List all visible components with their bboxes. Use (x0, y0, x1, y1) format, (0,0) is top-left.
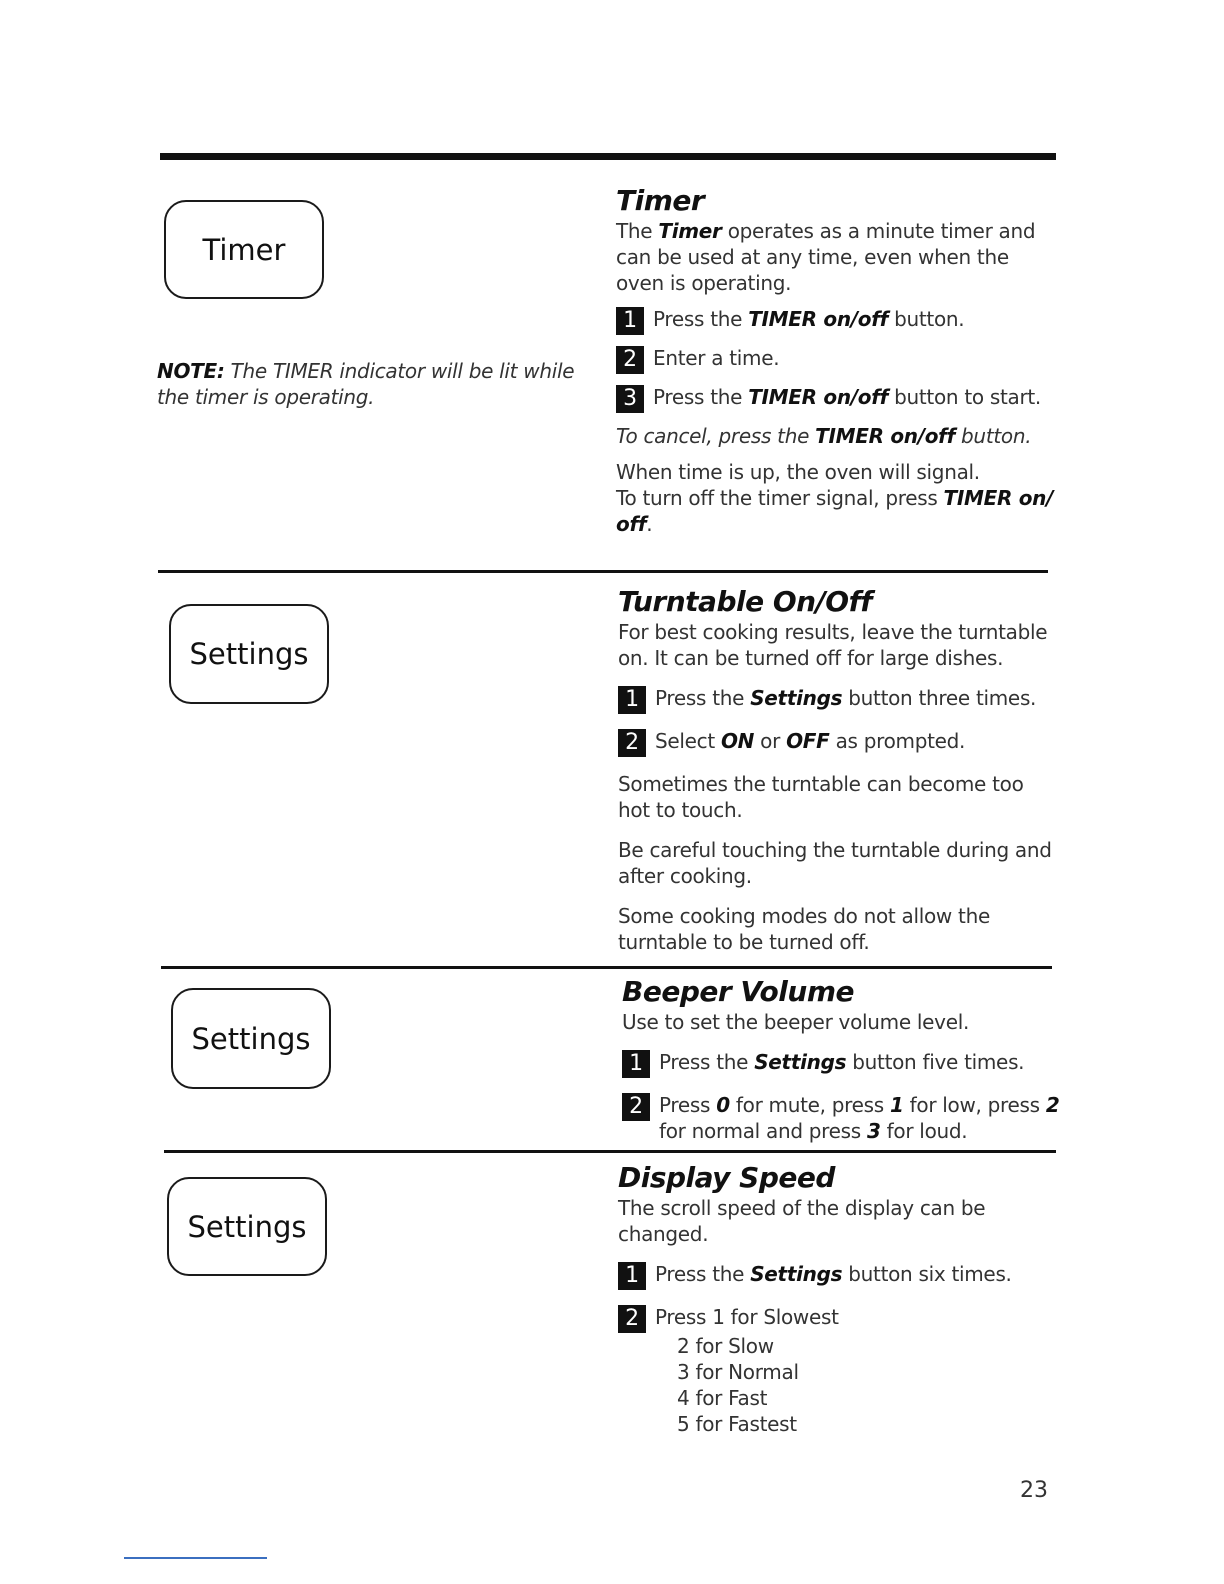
timer-title: Timer (616, 184, 705, 217)
step-number-1: 1 (622, 1050, 650, 1078)
turntable-intro: For best cooking results, leave the turntable on. It can be turned off for large dishes. (618, 620, 1048, 670)
step-number-2: 2 (618, 1305, 646, 1333)
beeper-section (622, 975, 1062, 1144)
settings-key-icon-beeper (171, 988, 331, 1089)
turntable-note-2: Be careful touching the turntable during and after cooking. (618, 838, 1052, 888)
divider-turntable (158, 570, 1048, 573)
turntable-section (618, 585, 1058, 955)
footer-link-line (124, 1557, 267, 1559)
timer-section (616, 184, 1056, 537)
timer-key-label: Timer (202, 232, 286, 267)
timer-signal-1: When time is up, the oven will signal. (616, 460, 980, 484)
note-text: The TIMER indicator will be lit while the timer is operating. (157, 359, 575, 409)
page-number: 23 (1020, 1478, 1048, 1503)
display-step-1: 1 Press the Settings button six times. (618, 1261, 1058, 1290)
timer-cancel: To cancel, press the TIMER on/off button. (616, 424, 1032, 448)
step-number-3: 3 (616, 385, 644, 413)
speed-option: 2 for Slow (677, 1334, 774, 1358)
speed-option: 4 for Fast (677, 1386, 768, 1410)
display-section (618, 1161, 1058, 1437)
divider-beeper (161, 966, 1052, 969)
display-intro: The scroll speed of the display can be changed. (618, 1196, 986, 1246)
step-number-2: 2 (622, 1093, 650, 1121)
turntable-note-3: Some cooking modes do not allow the turntable to be turned off. (618, 904, 990, 954)
timer-step-3: 3 Press the TIMER on/off button to start. (616, 384, 1056, 413)
step-number-2: 2 (618, 729, 646, 757)
speed-option: 5 for Fastest (677, 1412, 797, 1436)
divider-display (164, 1150, 1056, 1153)
timer-key-icon (164, 200, 324, 299)
display-step-2: 2 Press 1 for Slowest (618, 1304, 1058, 1333)
timer-step-1: 1 Press the TIMER on/off button. (616, 306, 1056, 335)
display-speed-options (618, 1333, 1058, 1437)
turntable-step-2: 2 Select ON or OFF as prompted. (618, 728, 1058, 757)
turntable-note-1: Sometimes the turntable can become too hot to touch. (618, 772, 1024, 822)
beeper-step-1: 1 Press the Settings button five times. (622, 1049, 1062, 1078)
timer-note (157, 358, 597, 410)
beeper-step-2: 2 Press 0 for mute, press 1 for low, press 2 for normal and press 3 for loud. (622, 1092, 1062, 1144)
timer-signal-2: To turn off the timer signal, press TIMER on/ off. (616, 486, 1054, 536)
top-rule (160, 153, 1056, 160)
beeper-intro: Use to set the beeper volume level. (622, 1010, 970, 1034)
note-label: NOTE: (157, 359, 225, 383)
step-number-1: 1 (618, 686, 646, 714)
settings-key-label: Settings (187, 1209, 307, 1244)
step-number-1: 1 (618, 1262, 646, 1290)
settings-key-icon-turntable (169, 604, 329, 704)
turntable-step-1: 1 Press the Settings button three times. (618, 685, 1058, 714)
timer-step-2: 2 Enter a time. (616, 345, 1056, 374)
timer-intro: The Timer operates as a minute timer and can be used at any time, even when the oven is operating. (616, 219, 1036, 295)
turntable-title: Turntable On/Off (618, 585, 872, 618)
settings-key-label: Settings (191, 1021, 311, 1056)
speed-option: 3 for Normal (677, 1360, 799, 1384)
display-title: Display Speed (618, 1161, 835, 1194)
settings-key-icon-display (167, 1177, 327, 1276)
beeper-title: Beeper Volume (622, 975, 854, 1008)
settings-key-label: Settings (189, 637, 309, 671)
step-number-2: 2 (616, 346, 644, 374)
step-number-1: 1 (616, 307, 644, 335)
